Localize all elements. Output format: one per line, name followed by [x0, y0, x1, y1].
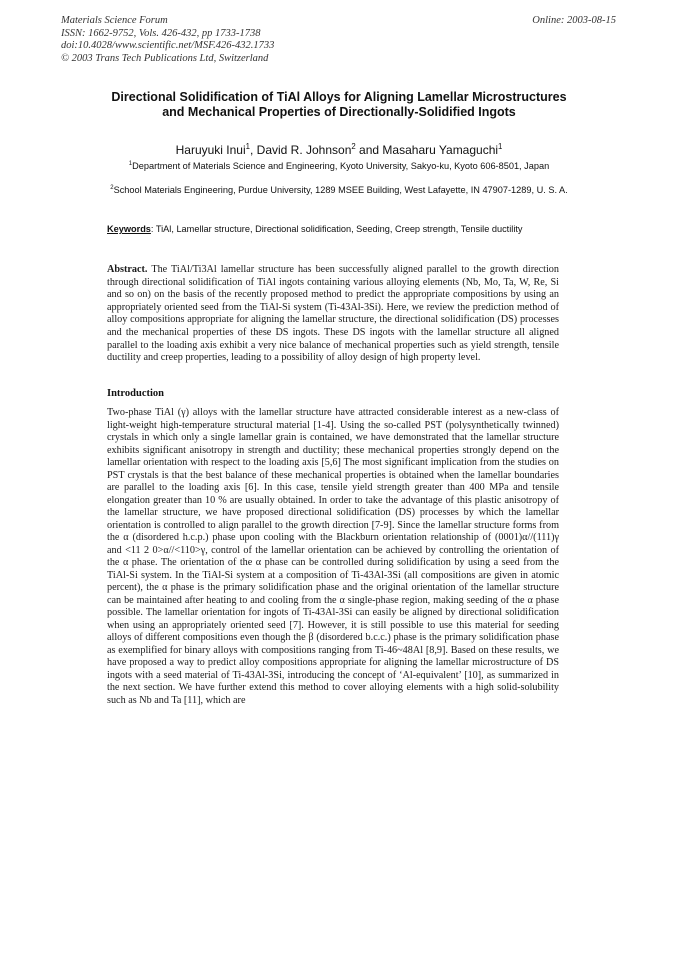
- online-date: Online: 2003-08-15: [532, 15, 616, 26]
- section-heading-introduction: Introduction: [107, 388, 164, 399]
- affiliation-text: School Materials Engineering, Purdue University, 1289 MSEE Building, West Lafayette, IN 47907-1289, U. S. A.: [113, 185, 568, 195]
- affiliation-mark: 1: [128, 160, 133, 167]
- author-name: Masaharu Yamaguchi: [382, 143, 499, 157]
- author-name: Haruyuki Inui: [175, 143, 246, 157]
- introduction-body: [107, 407, 559, 707]
- journal-header: [61, 15, 274, 65]
- copyright-line: © 2003 Trans Tech Publications Ltd, Switzerland: [61, 52, 269, 64]
- abstract-text: The TiAl/Ti3Al lamellar structure has been successfully aligned parallel to the growth direction through directional solidification of TiAl ingots containing various alloying elements (Nb, Mo, Ta, W, Re, Si and so on) on the basis of the recently proposed method to predict the appropriate compositions by using an appropriately oriented seed from the TiAl-Si system (Ti-43Al-3Si). Here, we review the prediction method of alloy compositions appropriate for aligning the lamellar structure, the directional solidification (DS) processes and the mechanical properties of these DS ingots. These DS ingots with the lamellar structure all aligned parallel to the loading axis exhibit a very nice balance of mechanical properties such as yield strength, tensile ductility and creep properties, leading to a possibility of alloy design of high property level.: [107, 264, 559, 364]
- affiliation-text: Department of Materials Science and Engineering, Kyoto University, Sakyo-ku, Kyoto 606-8501, Japan: [132, 161, 550, 171]
- author-list: [60, 143, 618, 157]
- keywords-text: : TiAl, Lamellar structure, Directional solidification, Seeding, Creep strength, Tensile ductility: [150, 224, 523, 234]
- journal-name: Materials Science Forum: [61, 15, 168, 26]
- abstract-label: Abstract.: [107, 264, 148, 275]
- doi-line: doi:10.4028/www.scientific.net/MSF.426-432.1733: [61, 40, 275, 51]
- issn-line: ISSN: 1662-9752, Vols. 426-432, pp 1733-1738: [61, 27, 261, 39]
- keywords-label: Keywords: [107, 224, 151, 234]
- introduction-paragraph: Two-phase TiAl (γ) alloys with the lamellar structure have attracted considerable interest as a new-class of light-weight high-temperature structural material [1-4]. Using the so-called PST (polysynthetically twinned) crystals in which only a single lamellar grain is contained, we have demonstrated that the lamellar structure exhibits significant anisotropy in strength and ductility; these mechanical properties strongly depend on the lamellar orientation with respect to the loading axis [5,6] The most significant implication from the studies on PST crystals is that the best balance of these mechanical properties is obtained when the lamellar boundaries are parallel to the loading axis [6]. In this case, tensile yield strength greater than 400 MPa and tensile elongation greater than 10 % are usually obtained. In order to take the advantage of this plastic anisotropy of the lamellar structure, we have proposed directional solidification (DS) processes by which the lamellar orientation is controlled to align parallel to the growth direction [7-9]. Since the lamellar structure forms from the α (disordered h.c.p.) phase upon cooling with the Blackburn orientation relationship of (0001)α//(111)γ and <11 2 0>α//<110>γ, control of the lamellar orientation can be achieved by controlling the orientation of the α phase. The orientation of the α phase can be controlled during solidification by using a seed from the TiAl-Si system. In the TiAl-Si system at a composition of Ti-43Al-3Si (all compositions are given in atomic percent), the α phase is the primary solidification phase and the original orientation of the lamellar structure can be maintained after heating to and cooling from the α single-phase region, making seeding of the α phase possible. The lamellar orientation for ingots of Ti-43Al-3Si can easily be aligned by directional solidification when using an appropriately oriented seed [7]. However, it is still possible to use this material for seeding alloys of different compositions even though the β (disordered b.c.c.) phase is the primary solidification phase as exemplified for binary alloys with compositions ranging from Ti-46~48Al [8,9]. Based on these results, we have proposed a way to predict alloy compositions appropriate for aligning the lamellar microstructure of DS ingots with a seed material of Ti-43Al-3Si, introducing the concept of ‘Al-equivalent’ [10], as summarized in the next section. We have further extend this method to cover alloying elements with a high solid-solubility such as Nb and Ta [11], which are: [107, 407, 559, 706]
- affiliation-mark: 2: [110, 184, 114, 191]
- author-affiliation-mark: 1: [245, 142, 250, 151]
- author-separator: and: [355, 143, 383, 157]
- author-affiliation-mark: 1: [498, 142, 503, 151]
- paper-title: Directional Solidification of TiAl Alloys for Aligning Lamellar Microstructures and Mechanical Properties of Directionally-Solidified Ingots: [111, 90, 567, 119]
- author-affiliation-mark: 2: [351, 142, 356, 151]
- author-name: David R. Johnson: [256, 143, 352, 157]
- keywords: [107, 223, 559, 236]
- author-separator: ,: [249, 143, 257, 157]
- abstract: [107, 264, 559, 365]
- affiliation-2: [90, 184, 588, 197]
- affiliation-1: [90, 160, 588, 173]
